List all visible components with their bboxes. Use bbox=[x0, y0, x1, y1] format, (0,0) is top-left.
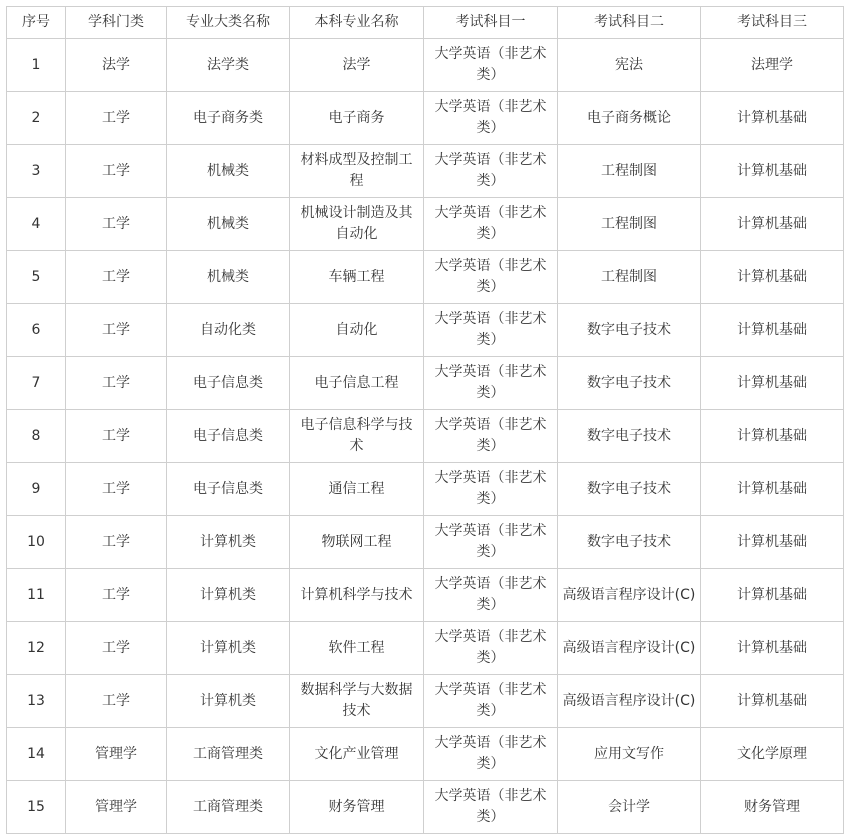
cell-subject-one-text: 大学英语（非艺术类） bbox=[434, 311, 547, 348]
table-row bbox=[7, 39, 844, 92]
cell-major-class: 电子商务类 bbox=[167, 92, 290, 145]
cell-subject-three: 计算机基础 bbox=[701, 622, 844, 675]
cell-major-class: 机械类 bbox=[167, 145, 290, 198]
cell-index: 7 bbox=[7, 357, 66, 410]
cell-subject-three: 文化学原理 bbox=[701, 728, 844, 781]
cell-discipline: 工学 bbox=[66, 463, 167, 516]
cell-subject-one bbox=[424, 145, 558, 198]
cell-subject-one bbox=[424, 516, 558, 569]
cell-major: 财务管理 bbox=[290, 781, 424, 834]
header-subject-three: 考试科目三 bbox=[701, 7, 844, 39]
table-body bbox=[7, 39, 844, 834]
cell-subject-two: 会计学 bbox=[558, 781, 701, 834]
cell-major-class: 计算机类 bbox=[167, 622, 290, 675]
table-row bbox=[7, 622, 844, 675]
cell-major: 数据科学与大数据技术 bbox=[290, 675, 424, 728]
table-row bbox=[7, 781, 844, 834]
cell-subject-three: 计算机基础 bbox=[701, 675, 844, 728]
cell-subject-one-text: 大学英语（非艺术类） bbox=[434, 788, 547, 825]
cell-subject-two: 应用文写作 bbox=[558, 728, 701, 781]
cell-major: 通信工程 bbox=[290, 463, 424, 516]
cell-subject-three: 计算机基础 bbox=[701, 410, 844, 463]
cell-subject-two: 高级语言程序设计(C) bbox=[558, 622, 701, 675]
cell-subject-one-text: 大学英语（非艺术类） bbox=[434, 682, 547, 719]
cell-discipline: 工学 bbox=[66, 357, 167, 410]
header-index: 序号 bbox=[7, 7, 66, 39]
cell-subject-three: 计算机基础 bbox=[701, 463, 844, 516]
cell-subject-two: 数字电子技术 bbox=[558, 357, 701, 410]
cell-subject-one-text: 大学英语（非艺术类） bbox=[434, 152, 547, 189]
cell-discipline: 工学 bbox=[66, 675, 167, 728]
table-row bbox=[7, 304, 844, 357]
cell-major-class: 电子信息类 bbox=[167, 410, 290, 463]
cell-subject-one bbox=[424, 92, 558, 145]
cell-major-class: 电子信息类 bbox=[167, 463, 290, 516]
cell-subject-one bbox=[424, 622, 558, 675]
table-row bbox=[7, 357, 844, 410]
cell-discipline: 工学 bbox=[66, 516, 167, 569]
cell-subject-three: 计算机基础 bbox=[701, 569, 844, 622]
cell-subject-two: 宪法 bbox=[558, 39, 701, 92]
cell-major: 电子信息科学与技术 bbox=[290, 410, 424, 463]
table-row bbox=[7, 251, 844, 304]
table-row bbox=[7, 410, 844, 463]
cell-subject-three: 计算机基础 bbox=[701, 304, 844, 357]
cell-subject-one bbox=[424, 251, 558, 304]
cell-index: 6 bbox=[7, 304, 66, 357]
cell-discipline: 管理学 bbox=[66, 728, 167, 781]
header-major: 本科专业名称 bbox=[290, 7, 424, 39]
cell-subject-two: 工程制图 bbox=[558, 198, 701, 251]
cell-subject-two: 数字电子技术 bbox=[558, 410, 701, 463]
cell-discipline: 工学 bbox=[66, 569, 167, 622]
header-discipline: 学科门类 bbox=[66, 7, 167, 39]
cell-subject-one bbox=[424, 357, 558, 410]
header-major-class: 专业大类名称 bbox=[167, 7, 290, 39]
cell-discipline: 法学 bbox=[66, 39, 167, 92]
cell-major-class: 工商管理类 bbox=[167, 728, 290, 781]
cell-subject-two: 工程制图 bbox=[558, 145, 701, 198]
cell-subject-two: 数字电子技术 bbox=[558, 304, 701, 357]
cell-index: 4 bbox=[7, 198, 66, 251]
cell-subject-one-text: 大学英语（非艺术类） bbox=[434, 417, 547, 454]
cell-index: 11 bbox=[7, 569, 66, 622]
cell-index: 1 bbox=[7, 39, 66, 92]
cell-major: 计算机科学与技术 bbox=[290, 569, 424, 622]
cell-subject-one-text: 大学英语（非艺术类） bbox=[434, 576, 547, 613]
cell-discipline: 工学 bbox=[66, 251, 167, 304]
cell-discipline: 工学 bbox=[66, 92, 167, 145]
cell-major: 软件工程 bbox=[290, 622, 424, 675]
cell-subject-three: 计算机基础 bbox=[701, 92, 844, 145]
cell-major-class: 计算机类 bbox=[167, 569, 290, 622]
cell-subject-one bbox=[424, 675, 558, 728]
cell-index: 8 bbox=[7, 410, 66, 463]
table-row bbox=[7, 463, 844, 516]
cell-subject-two: 电子商务概论 bbox=[558, 92, 701, 145]
cell-subject-two: 高级语言程序设计(C) bbox=[558, 675, 701, 728]
cell-subject-one bbox=[424, 569, 558, 622]
table-row bbox=[7, 728, 844, 781]
cell-major-class: 计算机类 bbox=[167, 516, 290, 569]
cell-subject-one bbox=[424, 198, 558, 251]
cell-subject-one bbox=[424, 728, 558, 781]
cell-major-class: 电子信息类 bbox=[167, 357, 290, 410]
cell-index: 10 bbox=[7, 516, 66, 569]
cell-subject-three: 计算机基础 bbox=[701, 516, 844, 569]
cell-subject-one bbox=[424, 410, 558, 463]
table-row bbox=[7, 198, 844, 251]
cell-subject-one-text: 大学英语（非艺术类） bbox=[434, 364, 547, 401]
cell-major: 法学 bbox=[290, 39, 424, 92]
cell-major-class: 自动化类 bbox=[167, 304, 290, 357]
cell-subject-two: 数字电子技术 bbox=[558, 516, 701, 569]
cell-subject-one bbox=[424, 39, 558, 92]
cell-major: 文化产业管理 bbox=[290, 728, 424, 781]
cell-discipline: 工学 bbox=[66, 198, 167, 251]
cell-index: 13 bbox=[7, 675, 66, 728]
cell-subject-two: 工程制图 bbox=[558, 251, 701, 304]
cell-major-class: 工商管理类 bbox=[167, 781, 290, 834]
cell-major-class: 计算机类 bbox=[167, 675, 290, 728]
cell-discipline: 工学 bbox=[66, 622, 167, 675]
table-row bbox=[7, 516, 844, 569]
cell-major: 车辆工程 bbox=[290, 251, 424, 304]
cell-index: 15 bbox=[7, 781, 66, 834]
table-row bbox=[7, 145, 844, 198]
cell-subject-one-text: 大学英语（非艺术类） bbox=[434, 629, 547, 666]
cell-subject-one-text: 大学英语（非艺术类） bbox=[434, 735, 547, 772]
cell-major: 材料成型及控制工程 bbox=[290, 145, 424, 198]
cell-major: 电子商务 bbox=[290, 92, 424, 145]
table-row bbox=[7, 92, 844, 145]
cell-major-class: 机械类 bbox=[167, 198, 290, 251]
cell-major: 物联网工程 bbox=[290, 516, 424, 569]
cell-discipline: 工学 bbox=[66, 410, 167, 463]
cell-subject-one bbox=[424, 781, 558, 834]
cell-index: 9 bbox=[7, 463, 66, 516]
cell-subject-one-text: 大学英语（非艺术类） bbox=[434, 46, 547, 83]
cell-subject-one-text: 大学英语（非艺术类） bbox=[434, 258, 547, 295]
cell-major: 自动化 bbox=[290, 304, 424, 357]
cell-discipline: 工学 bbox=[66, 145, 167, 198]
table-row bbox=[7, 675, 844, 728]
cell-subject-three: 计算机基础 bbox=[701, 357, 844, 410]
cell-discipline: 管理学 bbox=[66, 781, 167, 834]
cell-subject-one-text: 大学英语（非艺术类） bbox=[434, 99, 547, 136]
cell-subject-three: 财务管理 bbox=[701, 781, 844, 834]
exam-subjects-table bbox=[6, 6, 844, 834]
cell-subject-three: 计算机基础 bbox=[701, 198, 844, 251]
cell-index: 14 bbox=[7, 728, 66, 781]
header-subject-two: 考试科目二 bbox=[558, 7, 701, 39]
table-header-row bbox=[7, 7, 844, 39]
cell-discipline: 工学 bbox=[66, 304, 167, 357]
table-row bbox=[7, 569, 844, 622]
cell-index: 2 bbox=[7, 92, 66, 145]
header-subject-one: 考试科目一 bbox=[424, 7, 558, 39]
cell-major: 机械设计制造及其自动化 bbox=[290, 198, 424, 251]
cell-index: 12 bbox=[7, 622, 66, 675]
cell-subject-two: 高级语言程序设计(C) bbox=[558, 569, 701, 622]
cell-index: 3 bbox=[7, 145, 66, 198]
cell-subject-one bbox=[424, 304, 558, 357]
cell-major-class: 机械类 bbox=[167, 251, 290, 304]
cell-index: 5 bbox=[7, 251, 66, 304]
cell-major-class: 法学类 bbox=[167, 39, 290, 92]
cell-subject-three: 计算机基础 bbox=[701, 251, 844, 304]
cell-subject-three: 法理学 bbox=[701, 39, 844, 92]
cell-subject-two: 数字电子技术 bbox=[558, 463, 701, 516]
cell-major: 电子信息工程 bbox=[290, 357, 424, 410]
cell-subject-one-text: 大学英语（非艺术类） bbox=[434, 470, 547, 507]
cell-subject-one-text: 大学英语（非艺术类） bbox=[434, 205, 547, 242]
cell-subject-one-text: 大学英语（非艺术类） bbox=[434, 523, 547, 560]
cell-subject-three: 计算机基础 bbox=[701, 145, 844, 198]
cell-subject-one bbox=[424, 463, 558, 516]
